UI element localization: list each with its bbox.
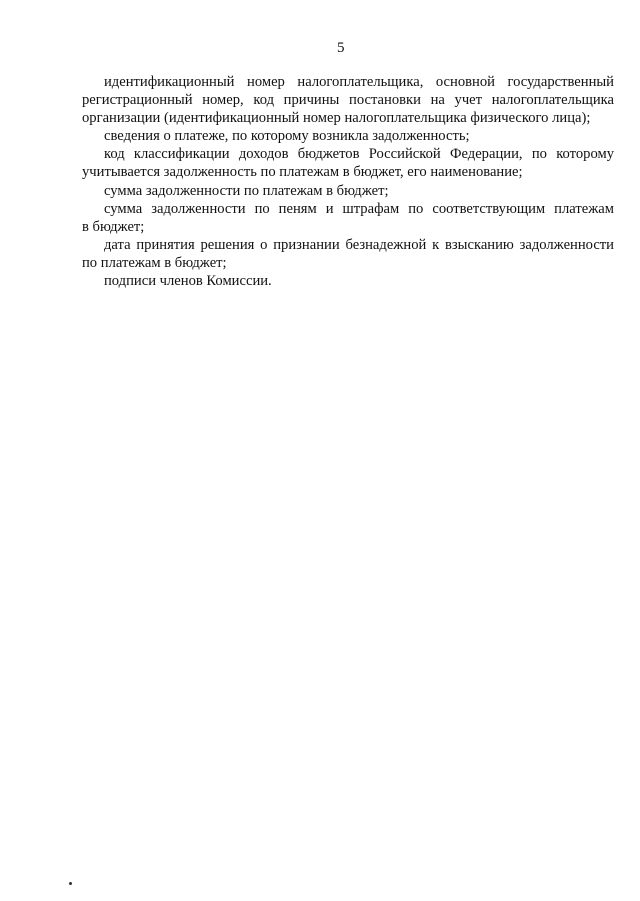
- scan-speck: [69, 882, 72, 885]
- text-line: организации (идентификационный номер налогоплательщика физического лица);: [82, 110, 591, 127]
- text-line: в бюджет;: [82, 218, 145, 235]
- text-line: дата принятия решения о признании безнадежной к взысканию задолженности: [104, 236, 614, 253]
- text-line: по платежам в бюджет;: [82, 254, 227, 271]
- text-line: учитывается задолженность по платежам в бюджет, его наименование;: [82, 164, 523, 181]
- text-line: подписи членов Комиссии.: [104, 273, 272, 290]
- text-line: регистрационный номер, код причины постановки на учет налогоплательщика: [82, 92, 614, 109]
- text-line: код классификации доходов бюджетов Российской Федерации, по которому: [104, 146, 614, 163]
- document-body: [82, 73, 614, 290]
- page-number: 5: [337, 40, 345, 56]
- text-line: сумма задолженности по пеням и штрафам по соответствующим платежам: [104, 200, 614, 217]
- text-line: сумма задолженности по платежам в бюджет;: [104, 182, 389, 199]
- text-line: идентификационный номер налогоплательщика, основной государственный: [104, 74, 614, 90]
- text-line: сведения о платеже, по которому возникла задолженность;: [104, 128, 470, 145]
